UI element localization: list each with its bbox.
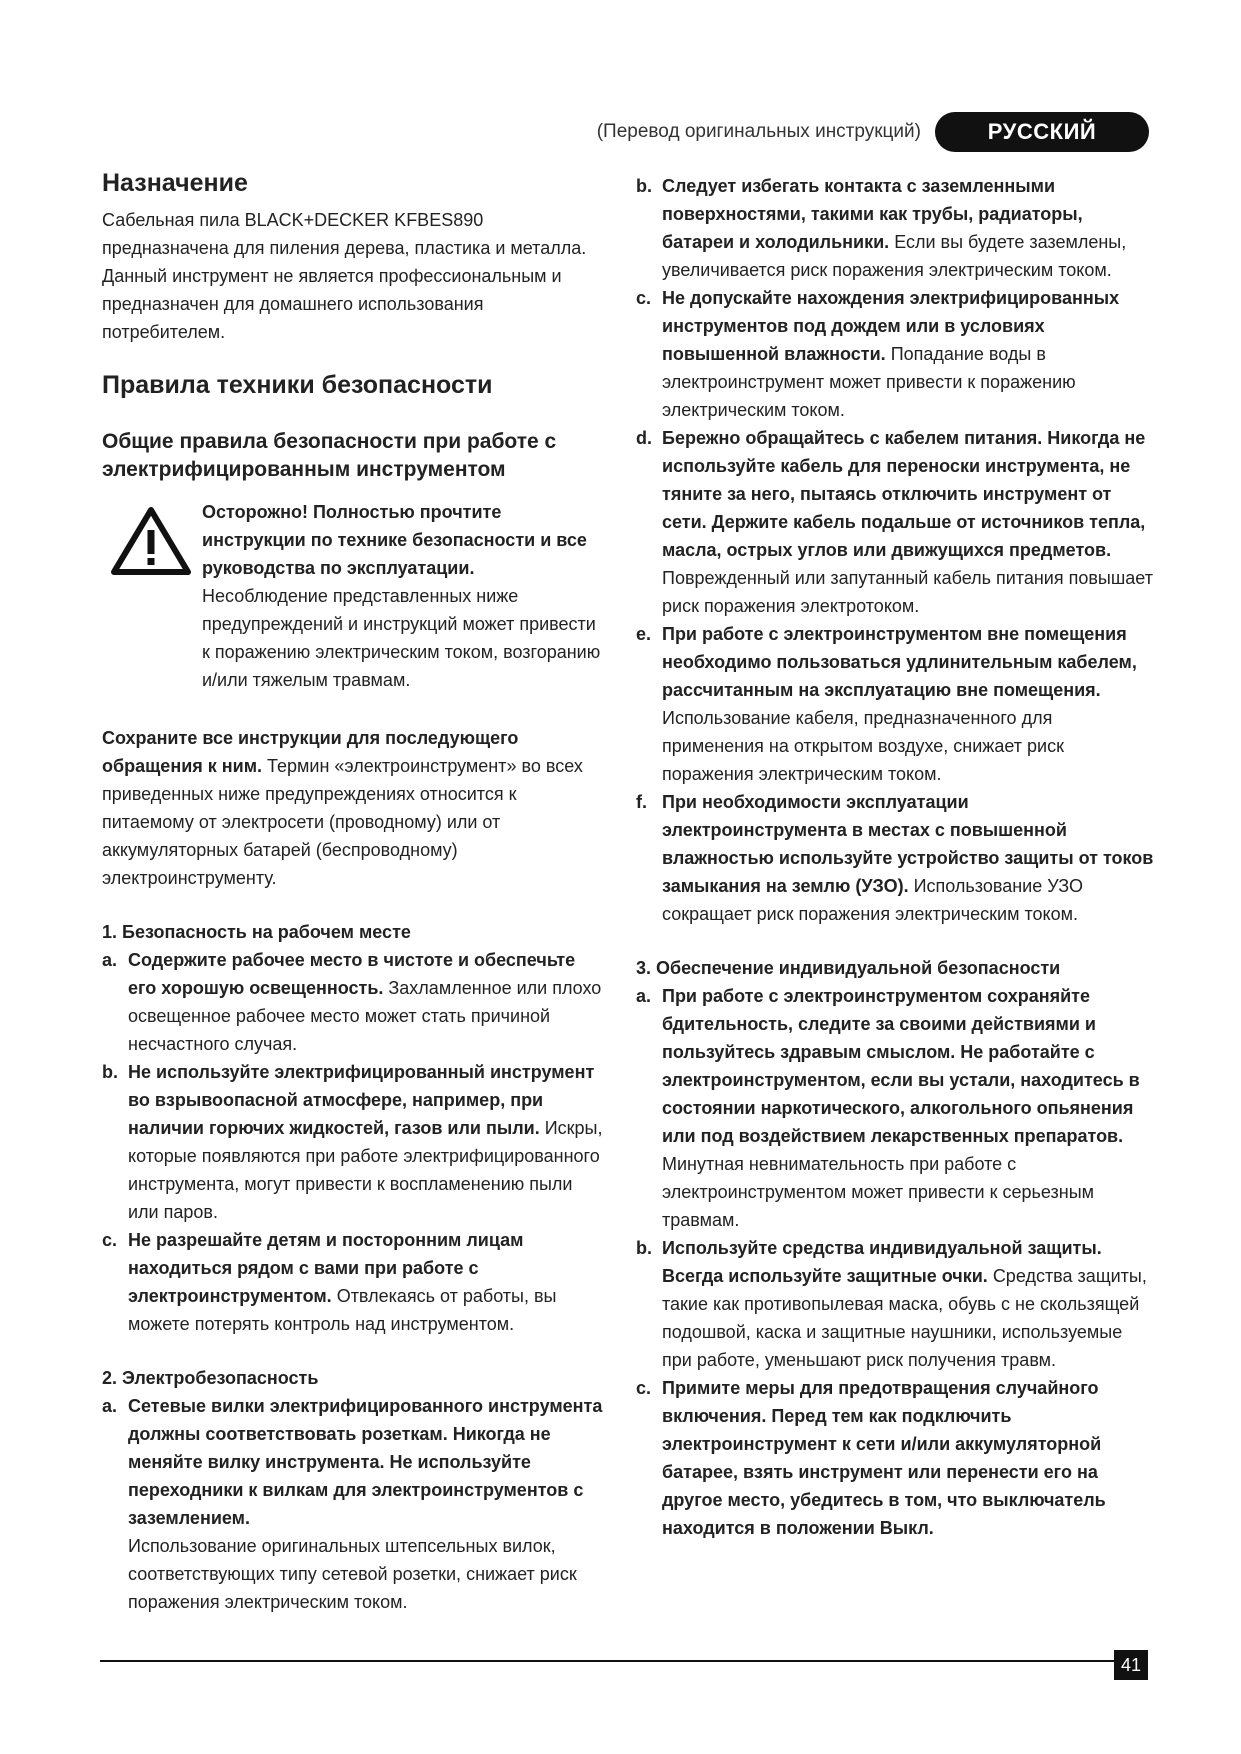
list-item [636, 982, 1156, 1234]
item-bold: При работе с электроинструментом сохраняйте бдительность, следите за своими действиями и пользуйтесь здравым смыслом. Не работайте с электроинструментом, если вы устали, находитесь в состоянии наркотического, алкогольного опьянения или под воздействием лекарственных препаратов. [662, 986, 1140, 1146]
save-instructions-text: Термин «электроинструмент» во всех приведенных ниже предупреждениях относится к питаемому от электросети (проводному) или от аккумуляторных батарей (беспроводному) электроинструменту. [102, 756, 583, 888]
save-instructions-paragraph [102, 724, 608, 892]
item-bold: Не разрешайте детям и посторонним лицам находиться рядом с вами при работе с электроинструментом. [128, 1230, 524, 1306]
item-text: Отвлекаясь от работы, вы можете потерять контроль над инструментом. [128, 1286, 557, 1334]
list-item [102, 946, 608, 1058]
general-safety-title: Общие правила безопасности при работе с электрифицированным инструментом [102, 430, 557, 481]
section-2-title: 2. Электробезопасность [102, 1368, 319, 1388]
item-letter: f. [636, 792, 647, 812]
safety-title: Правила техники безопасности [102, 371, 493, 399]
item-text: Если вы будете заземлены, увеличивается риск поражения электрическим током. [662, 232, 1127, 280]
list-item [636, 284, 1156, 424]
item-text: Минутная невнимательность при работе с электроинструментом может привести к серьезным травмам. [662, 1154, 1095, 1230]
item-text: Поврежденный или запутанный кабель питания повышает риск поражения электротоком. [662, 568, 1153, 616]
translation-note: (Перевод оригинальных инструкций) [596, 121, 921, 142]
item-letter: a. [636, 986, 652, 1006]
item-letter: d. [636, 428, 652, 448]
item-text: Использование кабеля, предназначенного для применения на открытом воздухе, снижает риск поражения электрическим током. [662, 708, 1064, 784]
warning-triangle-icon [110, 506, 192, 576]
item-letter: a. [102, 1396, 118, 1416]
purpose-title: Назначение [102, 169, 248, 197]
list-item [102, 1392, 608, 1616]
item-letter: b. [102, 1062, 118, 1082]
item-bold: Используйте средства индивидуальной защиты. Всегда используйте защитные очки. [662, 1238, 1102, 1286]
item-bold: Бережно обращайтесь с кабелем питания. Никогда не используйте кабель для переноски инструмента, не тяните за него, пытаясь отключить инструмент от сети. Держите кабель подальше от источников тепла, масла, острых углов или движущихся предметов. [662, 428, 1146, 560]
list-item [636, 1374, 1156, 1542]
item-bold: Следует избегать контакта с заземленными поверхностями, такими как трубы, радиаторы, батареи и холодильники. [662, 176, 1083, 252]
item-text: Использование УЗО сокращает риск поражения электрическим током. [662, 876, 1083, 924]
item-bold: Примите меры для предотвращения случайного включения. Перед тем как подключить электроинструмент к сети и/или аккумуляторной батарее, взять инструмент или перенести его на другое место, убедитесь в том, что выключатель находится в положении Выкл. [662, 1378, 1106, 1538]
list-item [102, 1058, 608, 1226]
item-letter: e. [636, 624, 652, 644]
list-item [102, 1226, 608, 1338]
item-bold: Не допускайте нахождения электрифицированных инструментов под дождем или в условиях повышенной влажности. [662, 288, 1120, 364]
list-item [636, 424, 1156, 620]
list-item [636, 172, 1156, 284]
item-letter: c. [636, 1378, 652, 1398]
warning-text: Несоблюдение представленных ниже предупреждений и инструкций может привести к поражению электрическим током, возгоранию и/или тяжелым травмам. [202, 586, 601, 690]
item-bold: При необходимости эксплуатации электроинструмента в местах с повышенной влажностью используйте устройство защиты от токов замыкания на землю (УЗО). [662, 792, 1154, 896]
item-letter: a. [102, 950, 118, 970]
item-bold: При работе с электроинструментом вне помещения необходимо пользоваться удлинительным кабелем, рассчитанным на эксплуатацию вне помещения. [662, 624, 1137, 700]
item-text: Использование оригинальных штепсельных вилок, соответствующих типу сетевой розетки, снижает риск поражения электрическим током. [128, 1536, 577, 1612]
footer-divider [100, 1660, 1140, 1662]
page-number: 41 [1114, 1650, 1148, 1680]
item-letter: b. [636, 176, 652, 196]
section-3-title: 3. Обеспечение индивидуальной безопасности [636, 958, 1061, 978]
list-item [636, 620, 1156, 788]
item-text: Средства защиты, такие как противопылевая маска, обувь с не скользящей подошвой, каска и защитные наушники, используемые при работе, уменьшают риск получения травм. [662, 1266, 1147, 1370]
item-bold: Не используйте электрифицированный инструмент во взрывоопасной атмосфере, например, при наличии горючих жидкостей, газов или пыли. [128, 1062, 595, 1138]
language-badge: РУССКИЙ [935, 112, 1149, 152]
item-text: Попадание воды в электроинструмент может привести к поражению электрическим током. [662, 344, 1076, 420]
section-1-title: 1. Безопасность на рабочем месте [102, 922, 411, 942]
page-header [597, 112, 1149, 152]
warning-bold-text: Осторожно! Полностью прочтите инструкции по технике безопасности и все руководства по эксплуатации. [202, 502, 587, 578]
list-item [636, 788, 1156, 928]
item-letter: c. [636, 288, 652, 308]
right-column [636, 172, 1156, 1542]
item-letter: b. [636, 1238, 652, 1258]
item-text: Искры, которые появляются при работе электрифицированного инструмента, могут привести к воспламенению пыли или паров. [128, 1118, 603, 1222]
item-bold: Содержите рабочее место в чистоте и обеспечьте его хорошую освещенность. [128, 950, 576, 998]
item-letter: c. [102, 1230, 118, 1250]
item-bold: Сетевые вилки электрифицированного инструмента должны соответствовать розеткам. Никогда не меняйте вилку инструмента. Не используйте переходники к вилкам для электроинструментов с заземлением. [128, 1396, 603, 1528]
purpose-text: Сабельная пила BLACK+DECKER KFBES890 предназначена для пиления дерева, пластика и металла. Данный инструмент не является профессиональным и предназначен для домашнего использования потребителем. [102, 210, 587, 342]
item-text: Захламленное или плохо освещенное рабочее место может стать причиной несчастного случая. [128, 978, 602, 1054]
warning-block [102, 498, 608, 694]
list-item [636, 1234, 1156, 1374]
left-column [102, 168, 608, 1616]
save-instructions-bold: Сохраните все инструкции для последующего обращения к ним. [102, 728, 519, 776]
